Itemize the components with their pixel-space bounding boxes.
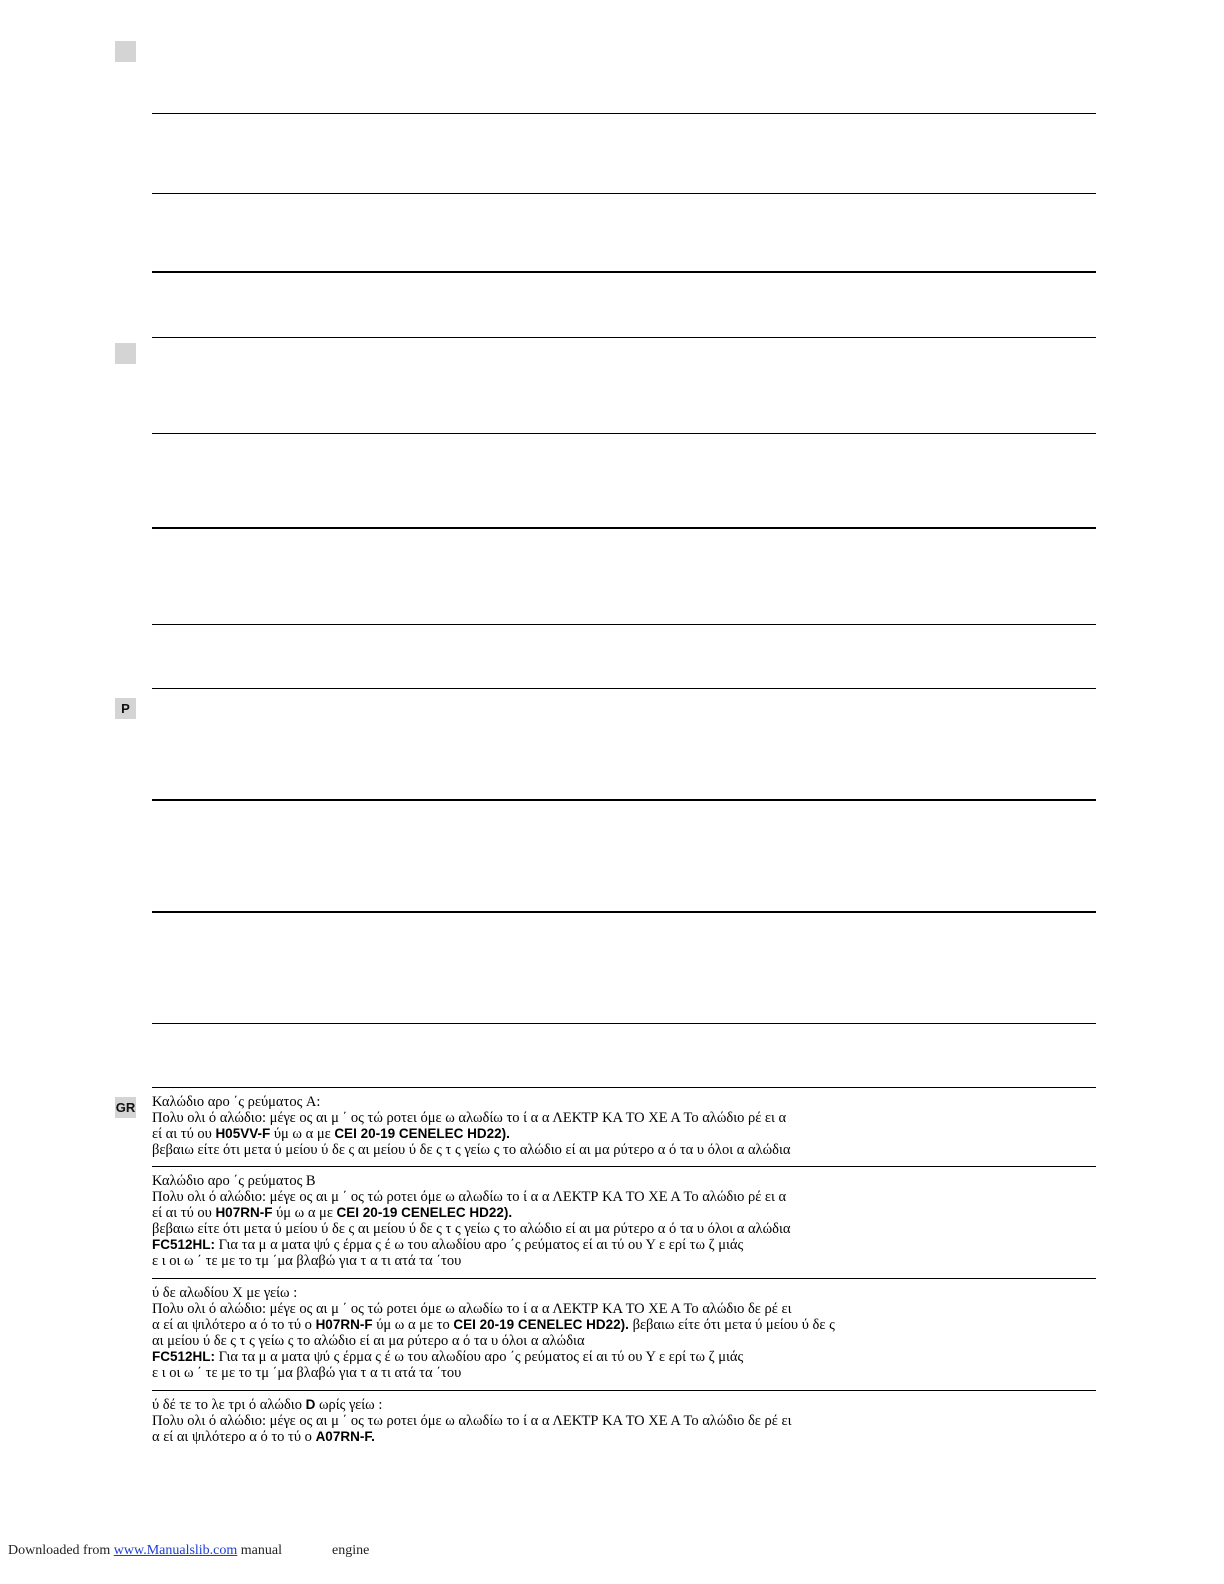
language-tab-gr: GR [115, 1097, 136, 1118]
cable-x-line-2: α εί αι ψιλότερο α ό το τύ ο H07RN-F ύμ ω α με το CEI 20-19 CENELEC HD22). βεβαιω είτε ότι μετα ύ μείου ύ δε ς [152, 1317, 835, 1333]
download-footer [8, 1543, 369, 1559]
cable-x-model-note-2: ε ι οι ω ΄ τε με το τμ ΄μα βλαβώ για τ α τι ατά τα ΄του [152, 1365, 462, 1381]
section-divider [152, 799, 1096, 801]
section-divider [152, 113, 1096, 114]
language-tab-p: P [115, 698, 136, 719]
model-code: FC512HL: [152, 1237, 216, 1252]
cable-code: A07RN-F. [315, 1429, 375, 1444]
cable-x-title: ύ δε αλωδίου Χ με γείω : [152, 1285, 298, 1301]
standard-ref: CEI 20-19 CENELEC HD22). [336, 1205, 513, 1220]
cable-d-line-1: Πολυ ολι ό αλώδιο: μέγε ος αι μ ΄ ος τω ροτει όμε ω αλωδίω το ί α α ΛΕΚΤΡ ΚΑ ΤΟ ΧΕ Α Το αλώδιο δε ρέ ει [152, 1413, 792, 1429]
section-divider [152, 1278, 1096, 1279]
cable-d-title: ύ δέ τε το λε τρι ό αλώδιο D ωρίς γείω : [152, 1397, 383, 1413]
manualslib-link[interactable]: www.Manualslib.com [113, 1543, 238, 1558]
section-divider [152, 1023, 1096, 1024]
gr-cable-b-block [152, 1173, 1098, 1269]
cable-code: H07RN-F [215, 1205, 273, 1220]
standard-ref: CEI 20-19 CENELEC HD22). [334, 1126, 510, 1141]
cable-code: H07RN-F [315, 1317, 373, 1332]
model-code: FC512HL: [152, 1349, 216, 1364]
section-divider [152, 271, 1096, 273]
section-divider [152, 527, 1096, 529]
cable-x-model-note: FC512HL: Για τα μ α ματα ψύ ς έρμα ς έ ω του αλωδίου αρο ΄ς ρεύματος εί αι τύ ου Υ ε ερί τω ζ μιάς [152, 1349, 744, 1365]
footer-word-engine: engine [332, 1543, 370, 1558]
section-divider [152, 624, 1096, 625]
cable-a-line-2: εί αι τύ ου H05VV-F ύμ ω α με CEI 20-19 CENELEC HD22). [152, 1126, 510, 1142]
section-divider [152, 193, 1096, 194]
language-tab-1 [115, 41, 136, 62]
cable-a-title: Καλώδιο αρο ΄ς ρεύματος A: [152, 1094, 321, 1110]
cable-code: H05VV-F [215, 1126, 271, 1141]
section-divider [152, 911, 1096, 913]
cable-b-line-3: βεβαιω είτε ότι μετα ύ μείου ύ δε ς αι μείου ύ δε ς τ ς γείω ς το αλώδιο εί αι μα ρύτερο α ό τα υ όλοι α αλώδια [152, 1221, 791, 1237]
cable-b-model-note: FC512HL: Για τα μ α ματα ψύ ς έρμα ς έ ω του αλωδίου αρο ΄ς ρεύματος εί αι τύ ου Υ ε ερί τω ζ μιάς [152, 1237, 744, 1253]
section-divider [152, 433, 1096, 434]
language-tab-2 [115, 343, 136, 364]
gr-cable-a-block [152, 1094, 1098, 1158]
footer-word-manual: manual [240, 1543, 283, 1558]
gr-cable-x-block [152, 1285, 1098, 1381]
cable-x-line-1: Πολυ ολι ό αλώδιο: μέγε ος αι μ ΄ ος τώ ροτει όμε ω αλωδίω το ί α α ΛΕΚΤΡ ΚΑ ΤΟ ΧΕ Α Το αλώδιο δε ρέ ει [152, 1301, 792, 1317]
section-divider [152, 1390, 1096, 1391]
cable-x-line-3: αι μείου ύ δε ς τ ς γείω ς το αλώδιο εί αι μα ρύτερο α ό τα υ όλοι α αλώδια [152, 1333, 585, 1349]
section-divider [152, 1166, 1096, 1167]
cable-a-line-1: Πολυ ολι ό αλώδιο: μέγε ος αι μ ΄ ος τώ ροτει όμε ω αλωδίω το ί α α ΛΕΚΤΡ ΚΑ ΤΟ ΧΕ Α Το αλώδιο ρέ ει α [152, 1110, 787, 1126]
section-divider [152, 337, 1096, 338]
cable-b-line-2: εί αι τύ ου H07RN-F ύμ ω α με CEI 20-19 CENELEC HD22). [152, 1205, 513, 1221]
cable-d-line-2: α εί αι ψιλότερο α ό το τύ ο A07RN-F. [152, 1429, 375, 1445]
standard-ref: CEI 20-19 CENELEC HD22). [453, 1317, 629, 1332]
footer-prefix: Downloaded from [8, 1543, 114, 1558]
cable-b-title: Καλώδιο αρο ΄ς ρεύματος B [152, 1173, 316, 1189]
gr-cable-d-block [152, 1397, 1098, 1445]
cable-b-model-note-2: ε ι οι ω ΄ τε με το τμ ΄μα βλαβώ για τ α τι ατά τα ΄του [152, 1253, 462, 1269]
section-divider [152, 688, 1096, 689]
cable-a-line-3: βεβαιω είτε ότι μετα ύ μείου ύ δε ς αι μείου ύ δε ς τ ς γείω ς το αλώδιο εί αι μα ρύτερο α ό τα υ όλοι α αλώδια [152, 1142, 791, 1158]
section-divider [152, 1087, 1096, 1088]
cable-b-line-1: Πολυ ολι ό αλώδιο: μέγε ος αι μ ΄ ος τώ ροτει όμε ω αλωδίω το ί α α ΛΕΚΤΡ ΚΑ ΤΟ ΧΕ Α Το αλώδιο ρέ ει α [152, 1189, 787, 1205]
